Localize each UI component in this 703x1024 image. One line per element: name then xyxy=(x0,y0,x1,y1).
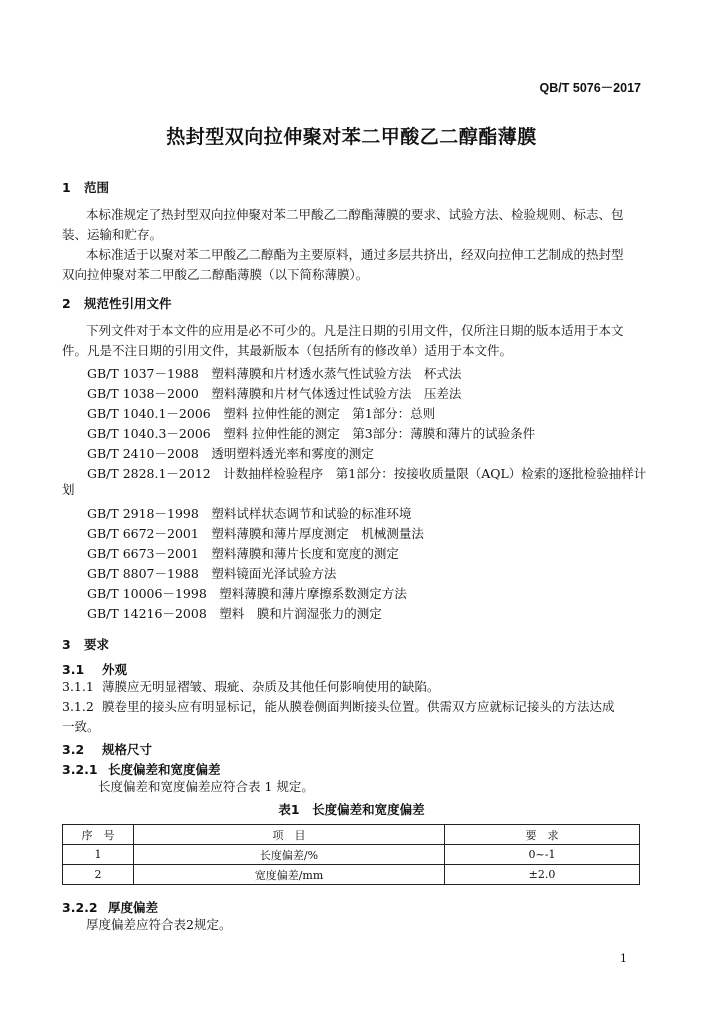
table-header-cell: 项 目 xyxy=(134,825,445,845)
section-number: 3 xyxy=(62,637,71,652)
reference-item: GB/T 6673－2001 塑料薄膜和薄片长度和宽度的测定 xyxy=(87,546,399,561)
section-title: 规范性引用文件 xyxy=(84,296,172,311)
paragraph-line: 长度偏差和宽度偏差应符合表 1 规定。 xyxy=(98,779,314,794)
reference-item: GB/T 6672－2001 塑料薄膜和薄片厚度测定 机械测量法 xyxy=(87,526,424,541)
paragraph-line: 一致。 xyxy=(62,719,100,734)
subsection-title: 外观 xyxy=(102,662,128,677)
subsection-title: 长度偏差和宽度偏差 xyxy=(108,762,221,777)
table-header-row xyxy=(63,825,640,845)
subsection-title: 厚度偏差 xyxy=(108,900,159,915)
reference-item: GB/T 2828.1－2012 计数抽样检验程序 第1部分：按接收质量限（AQL）检索的逐批检验抽样计 xyxy=(87,466,647,481)
subsection-3-1-heading xyxy=(62,660,127,678)
subsection-number: 3.2 xyxy=(62,742,85,757)
subsection-title: 规格尺寸 xyxy=(102,742,153,757)
paragraph-line: 下列文件对于本文件的应用是必不可少的。凡是注日期的引用文件，仅所注日期的版本适用于本文 xyxy=(86,323,624,338)
reference-item: GB/T 1040.3－2006 塑料 拉伸性能的测定 第3部分：薄膜和薄片的试验条件 xyxy=(87,426,536,441)
section-title: 范围 xyxy=(84,180,110,195)
reference-item: GB/T 1037－1988 塑料薄膜和片材透水蒸气性试验方法 杯式法 xyxy=(87,366,462,381)
standard-code: QB/T 5076－2017 xyxy=(539,81,641,95)
section-3-heading xyxy=(62,635,109,653)
table-cell: 长度偏差/% xyxy=(134,845,445,865)
subsection-number: 3.2.2 xyxy=(62,900,98,915)
subsection-number: 3.2.1 xyxy=(62,762,98,777)
subsection-3-2-2-heading xyxy=(62,898,158,916)
paragraph-line: 装、运输和贮存。 xyxy=(62,227,163,242)
section-1-heading xyxy=(62,178,109,196)
paragraph-line: 双向拉伸聚对苯二甲酸乙二醇酯薄膜（以下简称薄膜）。 xyxy=(62,267,369,282)
reference-item: GB/T 2918－1998 塑料试样状态调节和试验的标准环境 xyxy=(87,506,412,521)
table-cell: 1 xyxy=(63,845,134,865)
reference-item: GB/T 8807－1988 塑料镜面光泽试验方法 xyxy=(87,566,337,581)
section-2-heading xyxy=(62,294,172,312)
reference-item: GB/T 1038－2000 塑料薄膜和片材气体透过性试验方法 压差法 xyxy=(87,386,462,401)
clause-text: 膜卷里的接头应有明显标记，能从膜卷侧面判断接头位置。供需双方应就标记接头的方法达成 xyxy=(102,699,615,714)
table-1 xyxy=(62,824,640,885)
paragraph-line: 本标准适于以聚对苯二甲酸乙二醇酯为主要原料，通过多层共挤出，经双向拉伸工艺制成的热封型 xyxy=(86,247,624,262)
reference-item-wrap: 划 xyxy=(62,482,75,497)
table-cell: ±2.0 xyxy=(445,865,640,885)
table-cell: 宽度偏差/mm xyxy=(134,865,445,885)
subsection-3-2-heading xyxy=(62,740,152,758)
table-1-caption: 表1 长度偏差和宽度偏差 xyxy=(278,802,425,817)
table-row xyxy=(63,845,640,865)
section-title: 要求 xyxy=(84,637,110,652)
page-number: 1 xyxy=(620,952,627,965)
reference-item: GB/T 1040.1－2006 塑料 拉伸性能的测定 第1部分：总则 xyxy=(87,406,436,421)
document-title: 热封型双向拉伸聚对苯二甲酸乙二醇酯薄膜 xyxy=(166,126,537,148)
reference-item: GB/T 10006－1998 塑料薄膜和薄片摩擦系数测定方法 xyxy=(87,586,407,601)
section-number: 2 xyxy=(62,296,71,311)
section-number: 1 xyxy=(62,180,71,195)
table-cell: 0~-1 xyxy=(445,845,640,865)
subsection-number: 3.1 xyxy=(62,662,85,677)
paragraph-line: 本标准规定了热封型双向拉伸聚对苯二甲酸乙二醇酯薄膜的要求、试验方法、检验规则、标志、包 xyxy=(86,207,624,222)
paragraph-line: 件。凡是不注日期的引用文件，其最新版本（包括所有的修改单）适用于本文件。 xyxy=(62,343,513,358)
reference-item: GB/T 2410－2008 透明塑料透光率和雾度的测定 xyxy=(87,446,374,461)
table-header-cell: 序 号 xyxy=(63,825,134,845)
subsection-3-2-1-heading xyxy=(62,760,221,778)
table-header-cell: 要 求 xyxy=(445,825,640,845)
clause-3-1-2 xyxy=(62,697,615,717)
table-row xyxy=(63,865,640,885)
table-cell: 2 xyxy=(63,865,134,885)
clause-3-1-1 xyxy=(62,677,440,697)
clause-number: 3.1.1 xyxy=(62,679,94,694)
clause-number: 3.1.2 xyxy=(62,699,94,714)
reference-item: GB/T 14216－2008 塑料 膜和片润湿张力的测定 xyxy=(87,606,382,621)
clause-text: 薄膜应无明显褶皱、瑕疵、杂质及其他任何影响使用的缺陷。 xyxy=(102,679,440,694)
paragraph-line: 厚度偏差应符合表2规定。 xyxy=(86,917,232,932)
